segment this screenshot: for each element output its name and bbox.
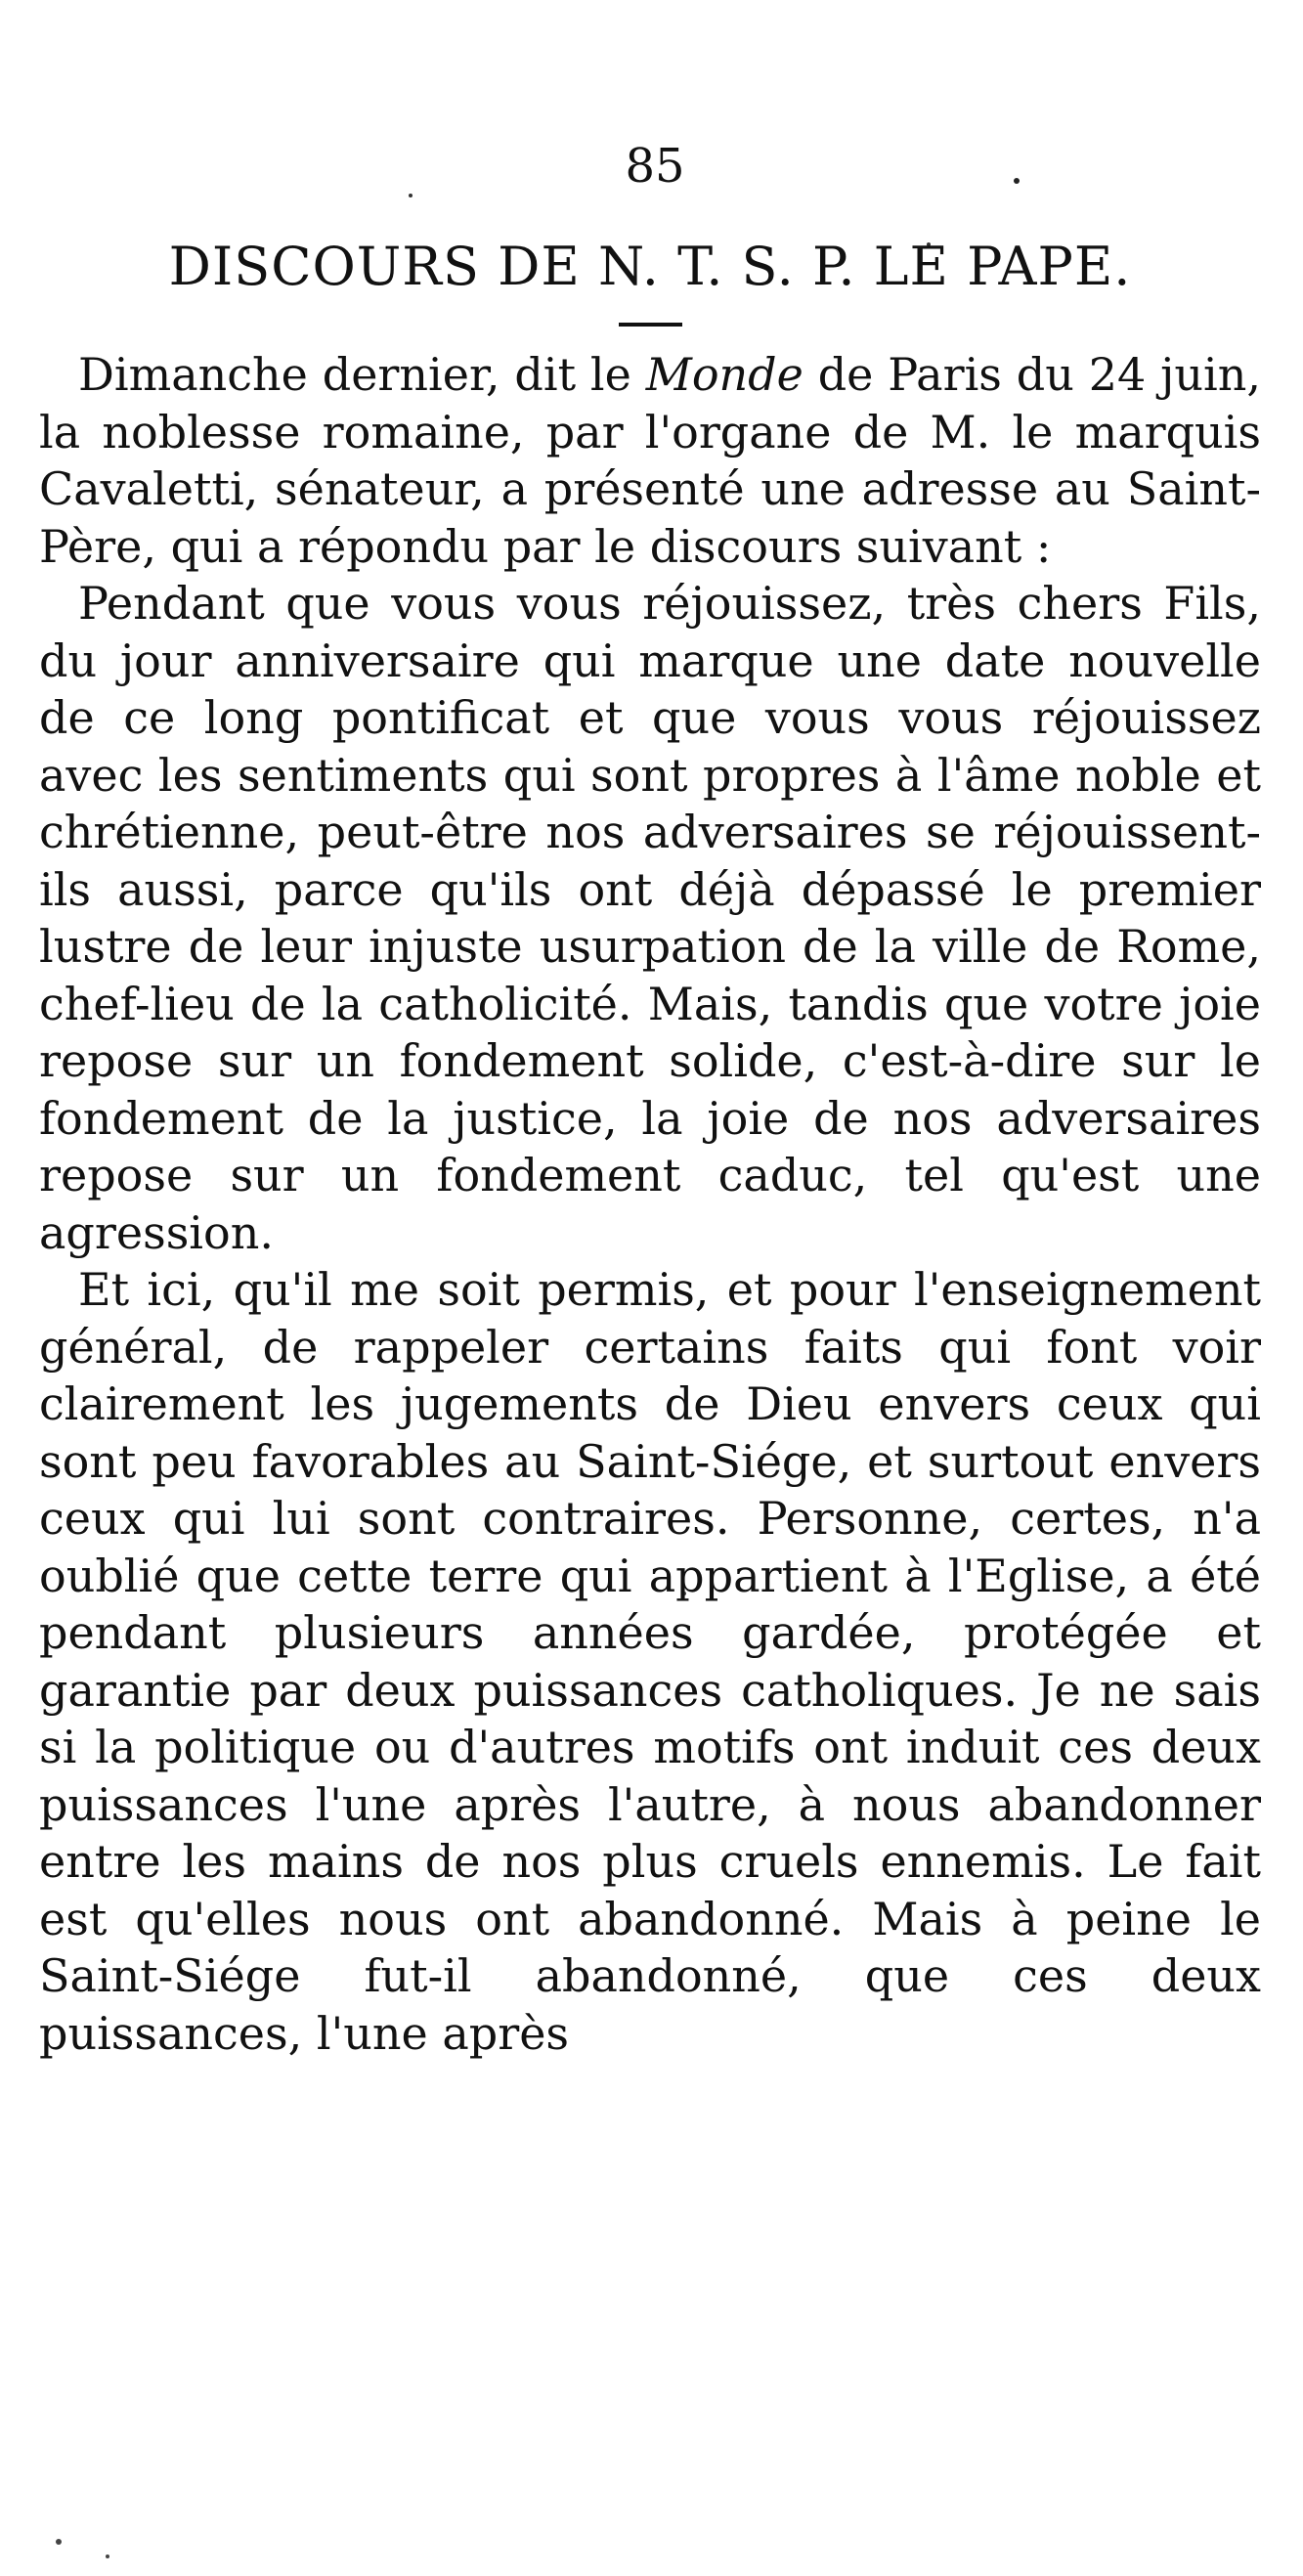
document-page — [39, 137, 1261, 2062]
paragraph-1-before: Dimanche dernier, dit le — [78, 348, 646, 401]
title-rule — [619, 323, 682, 327]
paragraph-1 — [39, 346, 1261, 575]
page-title: DISCOURS DE N. T. S. P. LE PAPE. — [168, 236, 1132, 297]
page-number: 85 — [625, 139, 685, 194]
paragraph-2: Pendant que vous vous réjouissez, très chers Fils, du jour anniversaire qui marque une date nouvelle de ce long pontificat et que vous vous réjouissez avec les sentiments qui sont propres à l'âme noble et chrétienne, peut-être nos adversaires se réjouissent-ils aussi, parce qu'ils ont déjà dépassé le premier lustre de leur injuste usurpation de la ville de Rome, chef-lieu de la catholicité. Mais, tandis que votre joie repose sur un fondement solide, c'est-à-dire sur le fondement de la justice, la joie de nos adversaires repose sur un fondement caduc, tel qu'est une agression. — [39, 577, 1261, 1259]
paragraph-3: Et ici, qu'il me soit permis, et pour l'enseignement général, de rappeler certains faits qui font voir clairement les jugements de Dieu envers ceux qui sont peu favorables au Saint-Siége, et surtout envers ceux qui lui sont contraires. Personne, certes, n'a oublié que cette terre qui appartient à l'Eglise, a été pendant plusieurs années gardée, protégée et garantie par deux puissances catholiques. Je ne sais si la politique ou d'autres motifs ont induit ces deux puissances l'une après l'autre, à nous abandonner entre les mains de nos plus cruels ennemis. Le fait est qu'elles nous ont abandonné. Mais à peine le Saint-Siége fut-il abandonné, que ces deux puissances, l'une après — [39, 1263, 1261, 2060]
newspaper-name: Monde — [645, 348, 804, 401]
body-text — [39, 346, 1261, 2062]
paragraph-1-after: de Paris du 24 juin, la noblesse romaine, par l'organe de M. le marquis Cavaletti, sénateur, a présenté une adresse au Saint-Père, qui a répondu par le discours suivant : — [39, 348, 1262, 573]
